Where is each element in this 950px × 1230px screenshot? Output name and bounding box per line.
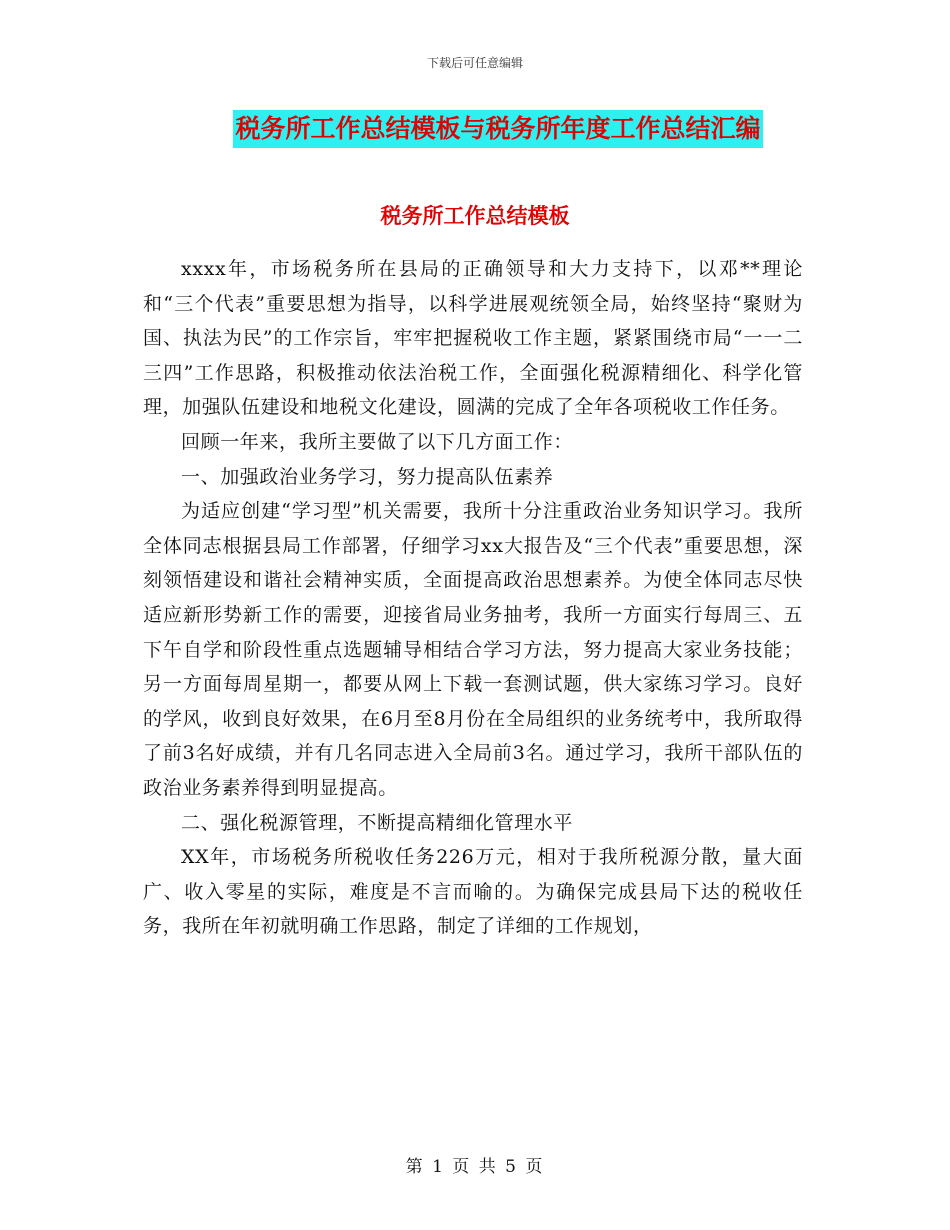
page-number: 第 1 页 共 5 页 xyxy=(405,1157,545,1177)
section-title: 税务所工作总结模板 xyxy=(380,204,570,228)
main-title-container xyxy=(0,110,950,148)
paragraph-review: 回顾一年来，我所主要做了以下几方面工作： xyxy=(181,430,574,453)
paragraph-section-2: XX年，市场税务所税收任务226万元，相对于我所税源分散，量大面广、收入零星的实际，难度是不言而喻的。为确保完成县局下达的税收任务，我所在年初就明确工作思路，制定了详细的工作规划， xyxy=(143,846,803,938)
document-body xyxy=(143,252,803,944)
header-note: 下载后可任意编辑 xyxy=(426,56,523,70)
heading-section-1: 一、加强政治业务学习，努力提高队伍素养 xyxy=(181,465,554,488)
paragraph-intro: xxxx年，市场税务所在县局的正确领导和大力支持下，以邓**理论和“三个代表”重要思想为指导，以科学进展观统领全局，始终坚持“聚财为国、执法为民”的工作宗旨，牢牢把握税收工作主题，紧紧围绕市局“一一二三四”工作思路，积极推动依法治税工作，全面强化税源精细化、科学化管理，加强队伍建设和地税文化建设，圆满的完成了全年各项税收工作任务。 xyxy=(143,258,803,419)
heading-section-2: 二、强化税源管理，不断提高精细化管理水平 xyxy=(181,811,574,834)
paragraph-section-1: 为适应创建“学习型”机关需要，我所十分注重政治业务知识学习。我所全体同志根据县局工作部署，仔细学习xx大报告及“三个代表”重要思想，深刻领悟建设和谐社会精神实质，全面提高政治思想素养。为使全体同志尽快适应新形势新工作的需要，迎接省局业务抽考，我所一方面实行每周三、五下午自学和阶段性重点选题辅导相结合学习方法，努力提高大家业务技能；另一方面每周星期一，都要从网上下载一套测试题，供大家练习学习。良好的学风，收到良好效果，在6月至8月份在全局组织的业务统考中，我所取得了前3名好成绩，并有几名同志进入全局前3名。通过学习，我所干部队伍的政治业务素养得到明显提高。 xyxy=(143,500,803,799)
main-title: 税务所工作总结模板与税务所年度工作总结汇编 xyxy=(233,110,762,148)
